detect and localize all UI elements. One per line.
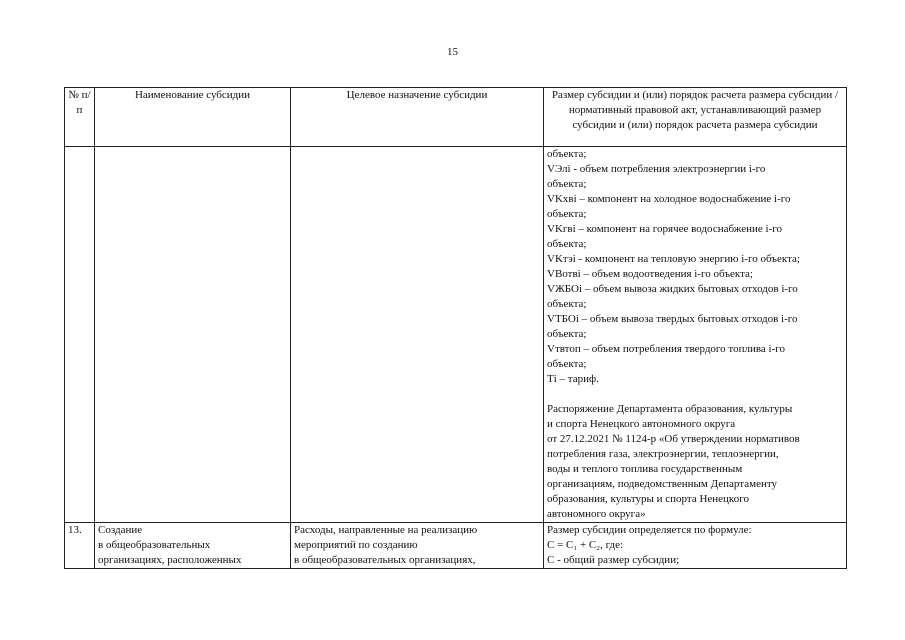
size-line: С - общий размер субсидии; <box>547 554 680 566</box>
act-line: организациям, подведомственным Департаменту <box>547 478 778 490</box>
cell-purpose-empty <box>291 147 544 523</box>
cell-name-empty <box>95 147 291 523</box>
paragraph-gap <box>547 387 843 402</box>
size-line: объекта; <box>547 238 587 250</box>
cell-subsidy-size <box>544 523 847 569</box>
formula-line: С = С₁ + С₂, где: <box>547 539 624 551</box>
header-subsidy-purpose: Целевое назначение субсидии <box>291 88 544 147</box>
size-line: VЭлi - объем потребления электроэнергии i-го <box>547 163 766 175</box>
purpose-line: Расходы, направленные на реализацию <box>294 524 478 536</box>
size-line: объекта; <box>547 298 587 310</box>
size-line: объекта; <box>547 208 587 220</box>
size-line: VKхвi – компонент на холодное водоснабжение i-го <box>547 193 791 205</box>
act-line: потребления газа, электроэнергии, теплоэнергии, <box>547 448 779 460</box>
name-line: организациях, расположенных <box>98 554 242 566</box>
size-line: VЖБОi – объем вывоза жидких бытовых отходов i-го <box>547 283 798 295</box>
name-line: в общеобразовательных <box>98 539 211 551</box>
cell-subsidy-name <box>95 523 291 569</box>
table-row-continuation <box>65 147 847 523</box>
page-number: 15 <box>447 46 458 58</box>
header-subsidy-name: Наименование субсидии <box>95 88 291 147</box>
size-line: VKгвi – компонент на горячее водоснабжение i-го <box>547 223 782 235</box>
size-line: Vтвтоп – объем потребления твердого топлива i-го <box>547 343 785 355</box>
purpose-line: в общеобразовательных организациях, <box>294 554 476 566</box>
size-line: объекта; <box>547 148 587 160</box>
act-line: и спорта Ненецкого автономного округа <box>547 418 736 430</box>
table-header-row <box>65 88 847 147</box>
cell-subsidy-purpose <box>291 523 544 569</box>
act-line: воды и теплого топлива государственным <box>547 463 743 475</box>
size-line: Тi – тариф. <box>547 373 599 385</box>
size-line: объекта; <box>547 358 587 370</box>
act-line: автономного округа» <box>547 508 646 520</box>
name-line: Создание <box>98 524 143 536</box>
act-line: от 27.12.2021 № 1124-р «Об утверждении нормативов <box>547 433 800 445</box>
size-line: Размер субсидии определяется по формуле: <box>547 524 752 536</box>
act-line: Распоряжение Департамента образования, культуры <box>547 403 793 415</box>
cell-row-number: 13. <box>65 523 95 569</box>
act-line: образования, культуры и спорта Ненецкого <box>547 493 749 505</box>
subsidy-table <box>64 87 847 569</box>
header-subsidy-size: Размер субсидии и (или) порядок расчета размера субсидии / нормативный правовой акт, устанавливающий размер субсидии и (или) порядок расчета размера субсидии <box>544 88 847 147</box>
size-line: объекта; <box>547 178 587 190</box>
cell-number-empty <box>65 147 95 523</box>
header-number: № п/п <box>65 88 95 147</box>
size-line: VВотвi – объем водоотведения i-го объекта; <box>547 268 753 280</box>
purpose-line: мероприятий по созданию <box>294 539 418 551</box>
size-line: VТБОi – объем вывоза твердых бытовых отходов i-го <box>547 313 798 325</box>
size-line: VKтэi - компонент на тепловую энергию i-го объекта; <box>547 253 800 265</box>
cell-size-continuation <box>544 147 847 523</box>
size-line: объекта; <box>547 328 587 340</box>
table-row-13 <box>65 523 847 569</box>
